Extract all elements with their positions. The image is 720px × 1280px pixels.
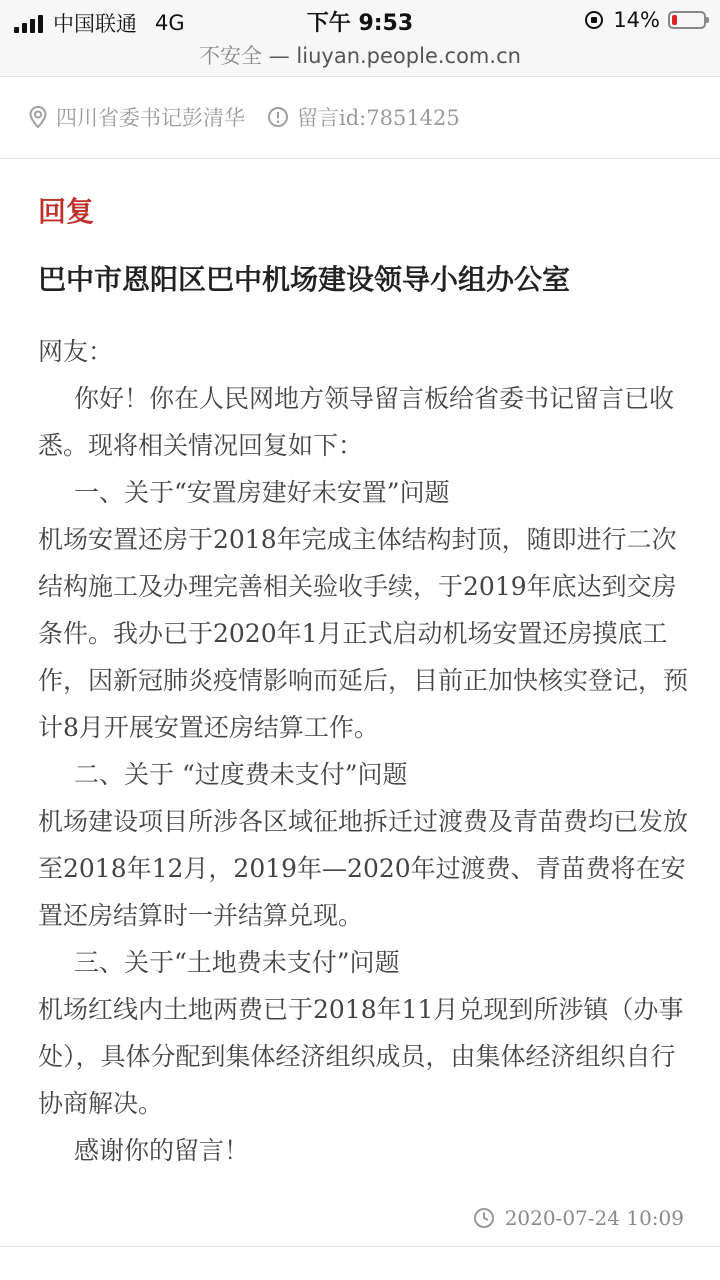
reply-body (38, 328, 688, 1174)
message-id: 留言id:7851425 (297, 106, 460, 130)
reply-heading-2: 二、关于 “过度费未支付”问题 (74, 760, 408, 789)
reply-datetime (473, 1206, 684, 1230)
reply-heading-1: 一、关于“安置房建好未安置”问题 (74, 478, 450, 507)
url-separator: — (262, 44, 297, 68)
reply-heading-3: 三、关于“土地费未支付”问题 (74, 948, 400, 977)
message-info-row (0, 76, 720, 159)
status-right (585, 8, 706, 32)
location-pin-icon (28, 105, 48, 129)
battery-icon (668, 11, 706, 29)
reply-datetime-text: 2020-07-24 10:09 (504, 1206, 684, 1230)
carrier-name: 中国联通 (53, 12, 137, 36)
reply-paragraph: 机场安置还房于2018年完成主体结构封顶，随即进行二次结构施工及办理完善相关验收手续，于2019年底达到交房条件。我办已于2020年1月正式启动机场安置还房摸底工作，因新冠肺炎疫情影响而延后，目前正加快核实登记，预计8月开展安置还房结算工作。 (38, 525, 689, 742)
recipient-name: 四川省委书记彭清华 (56, 106, 245, 130)
recipient-info (28, 102, 245, 132)
security-label: 不安全 (199, 44, 263, 68)
info-circle-icon (267, 106, 289, 128)
reply-paragraph: 机场建设项目所涉各区域征地拆迁过渡费及青苗费均已发放至2018年12月，2019年—2020年过渡费、青苗费将在安置还房结算时一并结算兑现。 (38, 807, 689, 930)
url-domain: liuyan.people.com.cn (296, 44, 521, 68)
divider (0, 1246, 720, 1247)
reply-paragraph: 你好！你在人民网地方领导留言板给省委书记留言已收悉。现将相关情况回复如下： (38, 384, 675, 460)
clock-icon (473, 1207, 495, 1229)
rotation-lock-icon (585, 11, 603, 29)
reply-label: 回复 (38, 195, 95, 228)
status-bar (0, 0, 720, 40)
reply-paragraph: 机场红线内土地两费已于2018年11月兑现到所涉镇（办事处），具体分配到集体经济组织成员，由集体经济组织自行协商解决。 (38, 995, 684, 1118)
reply-thanks: 感谢你的留言！ (74, 1136, 250, 1165)
reply-greeting: 网友： (38, 337, 114, 366)
url-bar[interactable] (0, 40, 720, 77)
status-time: 下午 9:53 (306, 11, 414, 36)
message-id-info (267, 102, 460, 132)
network-type: 4G (155, 11, 185, 35)
battery-percent: 14% (613, 8, 660, 32)
reply-office: 巴中市恩阳区巴中机场建设领导小组办公室 (38, 263, 571, 296)
